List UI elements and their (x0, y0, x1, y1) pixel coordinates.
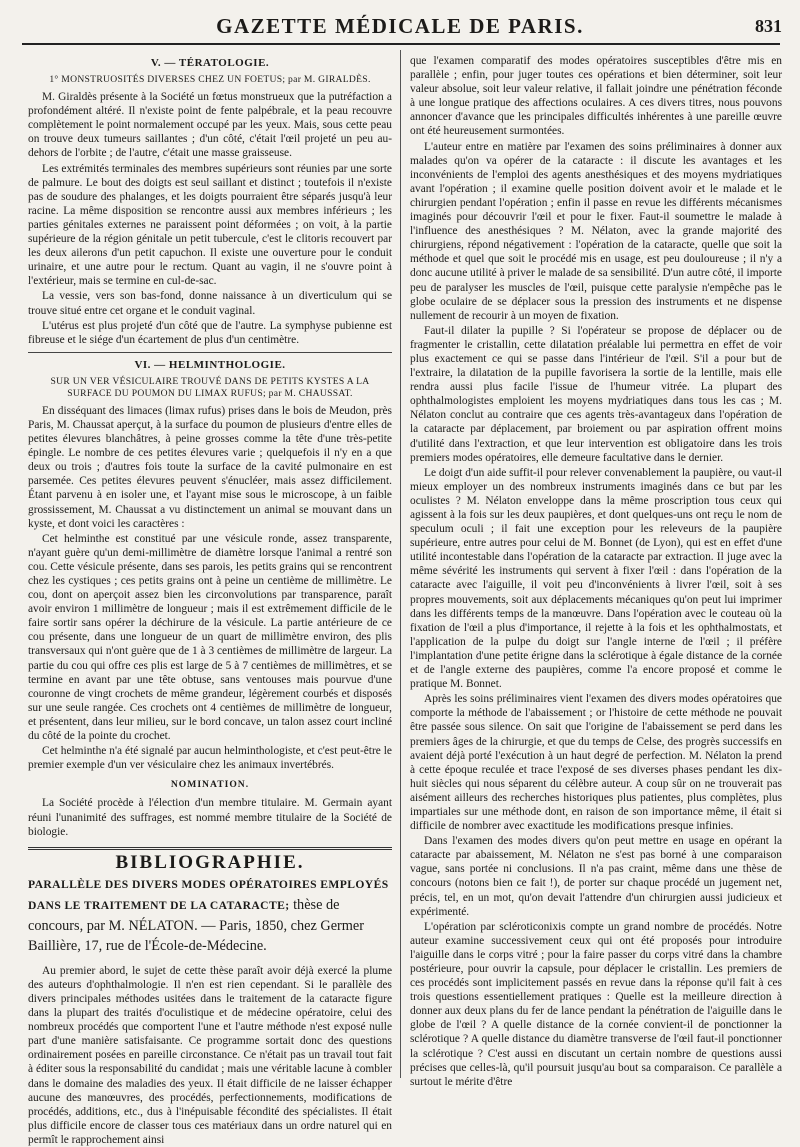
paragraph: Dans l'examen des modes divers qu'on peut mettre en usage en opérant la cataracte par abaissement, M. Nélaton ne s'est pas borné à une comparaison vague, sans portée ni conclusions. Il n'a pas craint, même dans une thèse de concours (notons bien ce fait !), de porter sur chaque procédé un jugement net, précis, tel, en un mot, qu'on devait l'attendre d'un chirurgien aussi judicieux et expérimenté. (410, 835, 782, 918)
paragraph: Au premier abord, le sujet de cette thèse paraît avoir déjà exercé la plume des auteurs d'ophthalmologie. Il n'en est rien cependant. Si le parallèle des divers principales méthodes usitées dans le traitement de la cataracte figure dans la plupart des traités d'oculistique et de médecine opératoire, celui des nombreux procédés que comportent l'une et l'autre méthode n'est exposé nulle part d'une manière satisfaisante. Ce programme sortait donc des questions ordinairement posées en pareille circonstance. Ce n'était pas un travail tout fait à éditer sous la responsabilité du candidat ; mais une véritable lacune à combler dans le domaine des maladies des yeux. Il était difficile de ne laisser échapper aucune des manœuvres, des procédés, perfectionnements, modifications de procédés, additions, etc., dus à l'inépuisable fécondité des spécialistes. Il était plus difficile encore de classer tous ces matériaux dans un ordre naturel qui en permît le rapprochement ainsi (28, 964, 392, 1146)
left-column (28, 54, 392, 1146)
paragraph: Les extrémités terminales des membres supérieurs sont réunies par une sorte de palmure. Le bout des doigts est seul saillant et distinct ; toutefois il n'existe pas de soudure des phalanges, et les doigts pourraient être séparés jusqu'à leur racine. La même disposition se rencontre aussi aux membres inférieurs ; les parties génitales externes ne paraissent point déformées ; on voit, à la partie supérieure de la région génitale un petit tubercule, c'est le clitoris recouvert par les deux ailerons d'un petit capuchon. Il existe une ouverture pour le conduit urinaire, et une autre pour le rectum. Quant au vagin, il ne s'ouvre point à l'extérieur, mais se termine en cul-de-sac. (28, 162, 392, 288)
journal-title: GAZETTE MÉDICALE DE PARIS. (216, 14, 584, 38)
article-title-ver-vesiculaire: SUR UN VER VÉSICULAIRE TROUVÉ DANS DE PETITS KYSTES A LA SURFACE DU POUMON DU LIMAX RUFUS; par M. CHAUSSAT. (50, 375, 370, 399)
paragraph: La Société procède à l'élection d'un membre titulaire. M. Germain ayant réuni l'unanimité des suffrages, est nommé membre titulaire de la Société de biologie. (28, 797, 392, 838)
article-title-monstruosites: 1° MONSTRUOSITÉS DIVERSES CHEZ UN FOETUS; par M. GIRALDÈS. (49, 74, 371, 86)
column-divider (400, 50, 401, 1078)
paragraph: que l'examen comparatif des modes opératoires susceptibles d'être mis en parallèle ; enfin, pour juger toutes ces opérations et bien déterminer, soit leur valeur absolue, soit leur valeur relative, il fallait joindre une pénétration féconde à une longue pratique des affections oculaires. A ces divers titres, nous pouvons annoncer d'avance que les principales difficultés inhérentes à une pareille œuvre ont été heureusement surmontées. (410, 55, 782, 138)
bibliography-divider (28, 847, 392, 850)
section-heading-teratologie: V. — TÉRATOLOGIE. (150, 57, 270, 69)
book-review-title (28, 874, 392, 956)
section-heading-helminthologie: VI. — HELMINTHOLOGIE. (134, 358, 286, 371)
paragraph: Après les soins préliminaires vient l'examen des divers modes opératoires que comporte la méthode de l'abaissement ; or l'histoire de cette méthode ne pouvait être passée sous silence. On sait que l'origine de l'abaissement se perd dans les premiers âges de la chirurgie, et que du temps de Celse, des progrès successifs en avaient déjà porté l'exécution à un haut degré de perfection. M. Nélaton la prend à cette époque reculée et trace l'exposé de ses diverses phases pendant les dix-huit siècles qui nous séparent du célèbre auteur. A coup sûr on ne trouverait pas aisément ailleurs des recherches historiques plus patientes, plus complètes, plus impartiales sur une méthode dont, en raison de son importance même, il était si difficile de nombrer avec exactitude les modifications presque infinies. (410, 693, 782, 833)
paragraph: L'auteur entre en matière par l'examen des soins préliminaires à donner aux malades qu'on va opérer de la cataracte : il discute les avantages et les inconvénients de l'emploi des agents anesthésiques et des moyens mydriatiques avant l'opération ; il examine quelle position doivent avoir et le malade et le chirurgien pendant l'opération ; enfin il passe en revue les différents mécanismes imaginés pour découvrir l'œil et pour le fixer. Faut-il soumettre le malade à l'influence des anesthésiques ? M. Nélaton, avec la grande majorité des chirurgiens, répond négativement : l'opération de la cataracte, quelle que soit la méthode et quel que soit le procédé mis en usage, est peu douloureuse ; il n'y a donc aucune utilité à priver le malade de sa sensibilité. D'un autre côté, il importe peu de paralyser les muscles de l'œil, puisque cette paralysie n'empêche pas le globe oculaire de se déplacer sous la pression des instruments et ne dispense nullement de recourir à un moyen de fixation. (410, 140, 782, 322)
running-head (0, 0, 800, 48)
paragraph: L'opération par scléroticonixis compte un grand nombre de procédés. Notre auteur examine successivement ceux qui ont été proposés pour introduire l'aiguille dans le corps vitré ; pour la faire passer du corps vitré dans la chambre postérieure, pour ouvrir la capsule, pour déplacer le cristallin. Les premiers de ces procédés sont implicitement passés en revue dans la réponse qu'il fait à ces trois questions essentiellement pratiques : Quelle est la meilleure direction à donner aux deux plans du fer de lance pendant la pénétration de l'aiguille dans le globe de l'œil ? A quelle distance de la cornée convient-il de ponctionner la sclérotique ? A quelle distance du diamètre transverse de l'œil faut-il ponctionner la sclérotique ? C'est aussi en discutant un certain nombre de questions aussi précises que celles-là, qu'il poursuit jusqu'au bout sa comparaison. Ce parallèle a surtout le mérite d'être (410, 920, 782, 1088)
paragraph: M. Giraldès présente à la Société un fœtus monstrueux que la putréfaction a profondément altéré. Il n'existe point de fente palpébrale, et la peau recouvre complètement le point normalement occupé par les yeux. Mais, sous cette peau on trouve deux tumeurs saillantes ; d'un côté, c'était l'œil projeté un peu au-dehors de l'orbite ; de l'autre, c'était une masse graisseuse. (28, 91, 392, 160)
paragraph: Cet helminthe est constitué par une vésicule ronde, assez transparente, n'ayant guère qu'un demi-millimètre de diamètre lorsque l'animal a rentré son cou. Cette vésicule présente, dans ses parois, les petits grains qui se rencontrent chez les cystiques ; ces petits grains ont à peine un centième de millimètre. Le cou, dont on aperçoit assez bien les circonvolutions par transparence, paraît avoir environ 1 millimètre de longueur ; mais il est extrêmement difficile de le faire sortir sans opérer la déchirure de la vésicule. La partie antérieure de ce cou présente, dans une longueur de un quart de millimètre environ, des plis transversaux qui n'ont guère que de 1 à 3 centièmes de millimètre de largeur. La partie du cou qui offre ces plis est large de 5 à 7 centièmes de millimètres, et se termine en avant par une tête obtuse, sans ventouses mais pourvue d'une couronne de vingt crochets de même grandeur, légèrement courbés et disposés sur une seule rangée. Ces crochets ont 4 centièmes de millimètre de longueur, et présentent, dans leur milieu, sur le bord concave, un talon assez court incliné du côté de la pointe du crochet. (28, 532, 392, 743)
header-rule (22, 43, 780, 45)
paragraph: Cet helminthe n'a été signalé par aucun helminthologiste, et c'est peut-être le premier exemple d'un ver vésiculaire chez les animaux invertébrés. (28, 745, 392, 772)
paragraph: En disséquant des limaces (limax rufus) prises dans le bois de Meudon, près Paris, M. Chaussat aperçut, à la surface du poumon de plusieurs d'entre elles de petites élevures blanchâtres, à peine grosses comme la tête d'une très-petite épingle. Le nombre de ces petites élevures varie ; quelquefois il n'y en a que deux ou trois ; d'autres fois toute la surface de la cavité pulmonaire en est parsemée. Ces petites élevures peuvent s'énucléer, mais assez difficilement. Étant parvenu à en isoler une, et l'ayant mise sous le microscope, à un faible grossissement, M. Chaussat a vu distinctement un animal se mouvant dans un kyste, et dont voici les caractères : (28, 404, 392, 530)
section-divider (28, 352, 392, 353)
paragraph: La vessie, vers son bas-fond, donne naissance à un diverticulum qui se trouve situé entre cet organe et le conduit vaginal. (28, 290, 392, 317)
paragraph: Le doigt d'un aide suffit-il pour relever convenablement la paupière, ou vaut-il mieux employer un des nombreux instruments imaginés dans ce but par les oculistes ? M. Nélaton enveloppe dans la même proscription tous ceux qui agissent à la fois sur les deux paupières, et dont quelques-uns ont reçu le nom de speculum oculi ; il fait une exception pour les releveurs de la paupière supérieure, entre autres pour celui de M. Bonnet (de Lyon), qui est en effet d'une utilité incontestable dans l'opération de la cataracte par extraction. Il juge avec la même sévérité les instruments qui servent à fixer l'œil : dans l'opération de la cataracte avec l'aiguille, il voit peu d'inconvénients à livrer l'œil, soit à ses propres mouvements, soit aux déplacements mécaniques qu'on peut lui imprimer dans les différents temps de la manœuvre. Dans l'opération avec le couteau où la fixation de l'œil a plus d'importance, il rejette à la fois et les ophthalmostats, et l'application de la pulpe du doigt sur l'angle interne de l'œil ; il préfère l'implantation d'une petite érigne dans la sclérotique à égale distance de la cornée et de l'angle externe des paupières, comme l'a encore proposé et comme le pratique M. Bonnet. (410, 466, 782, 691)
nomination-heading: NOMINATION. (170, 779, 250, 791)
right-column (410, 54, 782, 1088)
page-number: 831 (755, 16, 782, 36)
paragraph: L'utérus est plus projeté d'un côté que de l'autre. La symphyse pubienne est fibreuse et le siége d'un écartement de plus d'un centimètre. (28, 319, 392, 346)
book-title-caps: PARALLÈLE DES DIVERS MODES OPÉRATOIRES EMPLOYÉS DANS LE TRAITEMENT DE LA CATARACTE; (28, 877, 389, 912)
book-title-details: thèse de concours, par M. NÉLATON. — Paris, 1850, chez Germer Baillière, 17, rue de l'École-de-Médecine. (28, 896, 365, 954)
paragraph: Faut-il dilater la pupille ? Si l'opérateur se propose de déplacer ou de fragmenter le cristallin, cette dilatation préalable lui permettra en effet de voir plus exactement ce qui se passe dans l'intérieur de l'œil. S'il a pour but de l'extraire, la dilatation de la pupille favorisera la sortie de la lentille, mais elle rendra aussi plus facile l'issue de l'humeur vitrée. La plupart des ophthalmologistes emploient les moyens mydriatiques dans tous les cas ; M. Nélaton conclut au contraire que ces agents très-avantageux dans l'opération de la cataracte par déplacement, par broiement ou par aspiration offrent moins d'utilité dans l'extraction, et que leur intervention est obligatoire dans les trois premiers modes opératoires, elle demeure facultative dans le dernier. (410, 324, 782, 464)
bibliography-heading: BIBLIOGRAPHIE. (115, 851, 305, 873)
